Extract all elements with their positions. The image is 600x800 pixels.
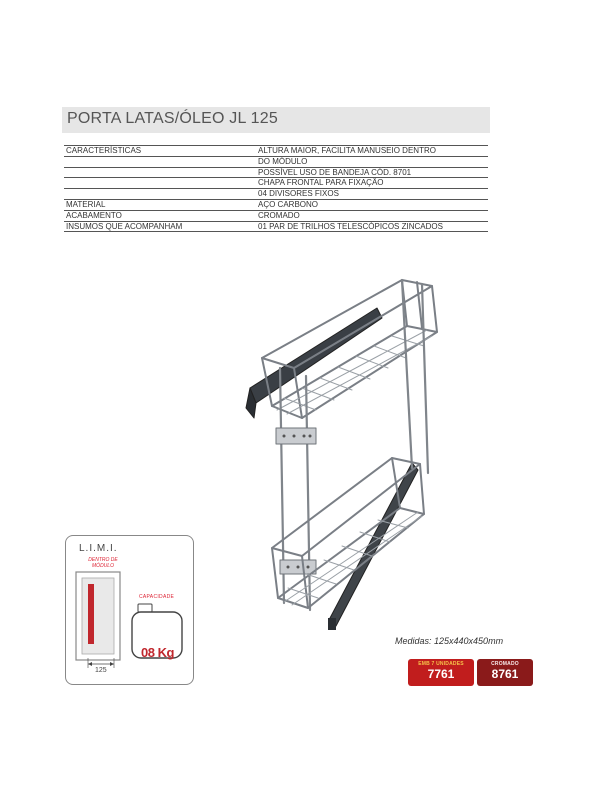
table-row <box>64 178 488 189</box>
capacity-label: CAPACIDADE <box>139 594 175 600</box>
spec-value: DO MÓDULO <box>256 156 488 167</box>
table-row <box>64 210 488 221</box>
product-title: PORTA LATAS/ÓLEO JL 125 <box>67 110 278 127</box>
code-badge-units <box>408 659 474 686</box>
table-row <box>64 167 488 178</box>
capacity-value: 08 Kg <box>141 645 174 660</box>
spec-label: CARACTERÍSTICAS <box>64 146 256 157</box>
code-badge-chrome <box>477 659 533 686</box>
badge-code: 7761 <box>427 667 455 681</box>
spec-value: ALTURA MAIOR, FACILITA MANUSEIO DENTRO <box>256 146 488 157</box>
module-diagram <box>72 570 192 680</box>
spec-label: ACABAMENTO <box>64 210 256 221</box>
limi-title: L.I.M.I. <box>79 543 118 554</box>
measurements-text: Medidas: 125x440x450mm <box>395 636 504 646</box>
spec-label: INSUMOS QUE ACOMPANHAM <box>64 221 256 232</box>
spec-value: CROMADO <box>256 210 488 221</box>
spec-value: 01 PAR DE TRILHOS TELESCÓPICOS ZINCADOS <box>256 221 488 232</box>
spec-value: 04 DIVISORES FIXOS <box>256 189 488 200</box>
spec-value: CHAPA FRONTAL PARA FIXAÇÃO <box>256 178 488 189</box>
spec-value: POSSÍVEL USO DE BANDEJA CÓD. 8701 <box>256 167 488 178</box>
spec-label: MATERIAL <box>64 199 256 210</box>
table-row <box>64 156 488 167</box>
spec-label <box>64 178 256 189</box>
badge-code: 8761 <box>491 667 519 681</box>
width-label: 125 <box>95 667 107 674</box>
table-row <box>64 189 488 200</box>
spec-label <box>64 189 256 200</box>
spec-table <box>64 145 488 232</box>
table-row <box>64 146 488 157</box>
spec-label <box>64 167 256 178</box>
product-image <box>232 258 452 648</box>
table-row <box>64 221 488 232</box>
badge-label: EMB 7 UNIDADES <box>418 661 464 667</box>
badge-label: CROMADO <box>491 661 519 667</box>
spec-value: AÇO CARBONO <box>256 199 488 210</box>
table-row <box>64 199 488 210</box>
limi-subtitle: DENTRO DE MÓDULO <box>88 557 118 569</box>
spec-label <box>64 156 256 167</box>
